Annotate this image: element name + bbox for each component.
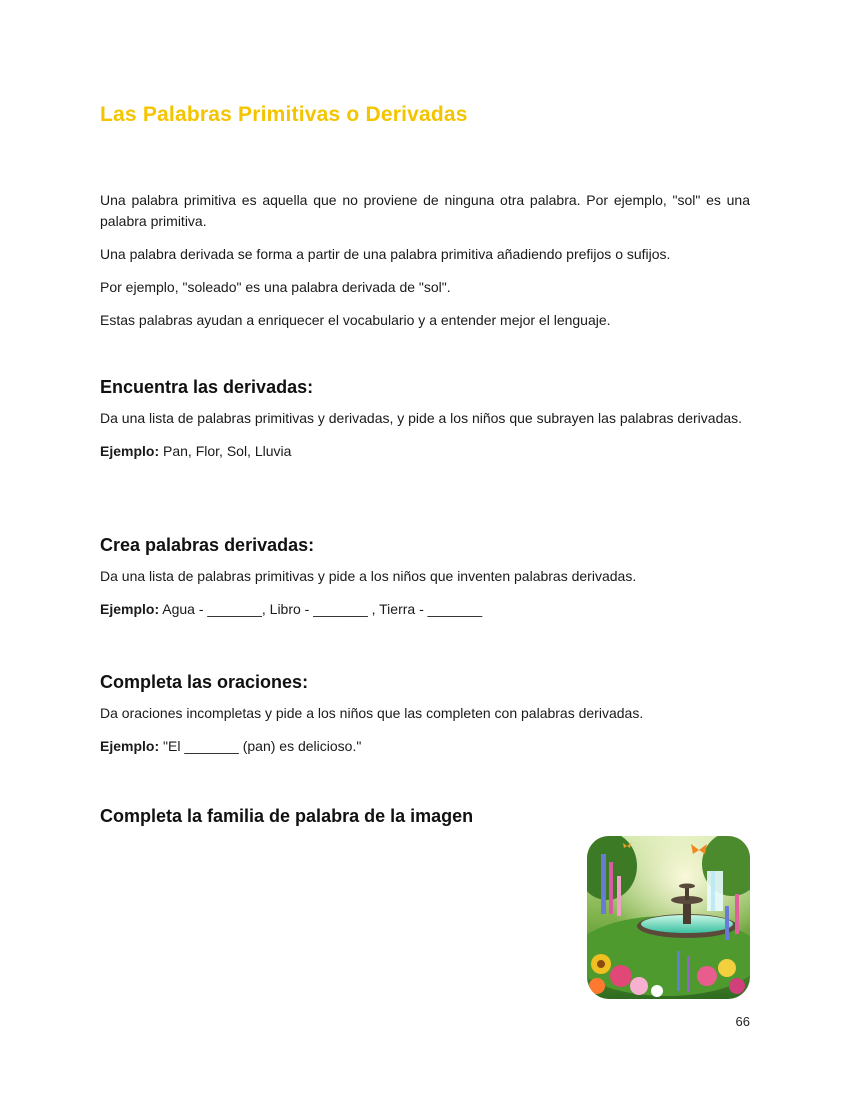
example-text: Pan, Flor, Sol, Lluvia: [159, 443, 292, 459]
garden-fountain-illustration: [587, 836, 750, 999]
intro-block: [100, 190, 750, 343]
document-page: [100, 0, 750, 1100]
section-completa-oraciones: [100, 672, 750, 769]
section-text: Da oraciones incompletas y pide a los niños que las completen con palabras derivadas.: [100, 705, 644, 721]
intro-paragraph: Por ejemplo, "soleado" es una palabra derivada de "sol".: [100, 279, 451, 295]
section-encuentra: [100, 377, 750, 474]
example-text: Agua - _______, Libro - _______ , Tierra - _______: [159, 601, 483, 617]
intro-paragraph: Una palabra primitiva es aquella que no proviene de ninguna otra palabra. Por ejemplo, "sol" es una palabra primitiva.: [100, 192, 750, 229]
section-text: Da una lista de palabras primitivas y derivadas, y pide a los niños que subrayen las palabras derivadas.: [100, 410, 743, 426]
page-number: 66: [735, 1014, 750, 1029]
example-label: Ejemplo:: [100, 601, 160, 617]
section-heading: Encuentra las derivadas:: [100, 377, 314, 397]
section-heading: Crea palabras derivadas:: [100, 535, 315, 555]
example-text: "El _______ (pan) es delicioso.": [159, 738, 362, 754]
intro-paragraph: Una palabra derivada se forma a partir de una palabra primitiva añadiendo prefijos o sufijos.: [100, 246, 671, 262]
section-example: [100, 736, 750, 757]
section-heading: Completa las oraciones:: [100, 672, 309, 692]
intro-paragraph: Estas palabras ayudan a enriquecer el vocabulario y a entender mejor el lenguaje.: [100, 312, 611, 328]
section-crea: [100, 535, 750, 632]
section-familia: [100, 806, 750, 837]
section-heading: Completa la familia de palabra de la imagen: [100, 806, 474, 826]
example-label: Ejemplo:: [100, 738, 160, 754]
section-example: [100, 599, 750, 620]
section-text: Da una lista de palabras primitivas y pide a los niños que inventen palabras derivadas.: [100, 568, 637, 584]
page-title: Las Palabras Primitivas o Derivadas: [100, 103, 468, 126]
section-example: [100, 441, 750, 462]
example-label: Ejemplo:: [100, 443, 160, 459]
